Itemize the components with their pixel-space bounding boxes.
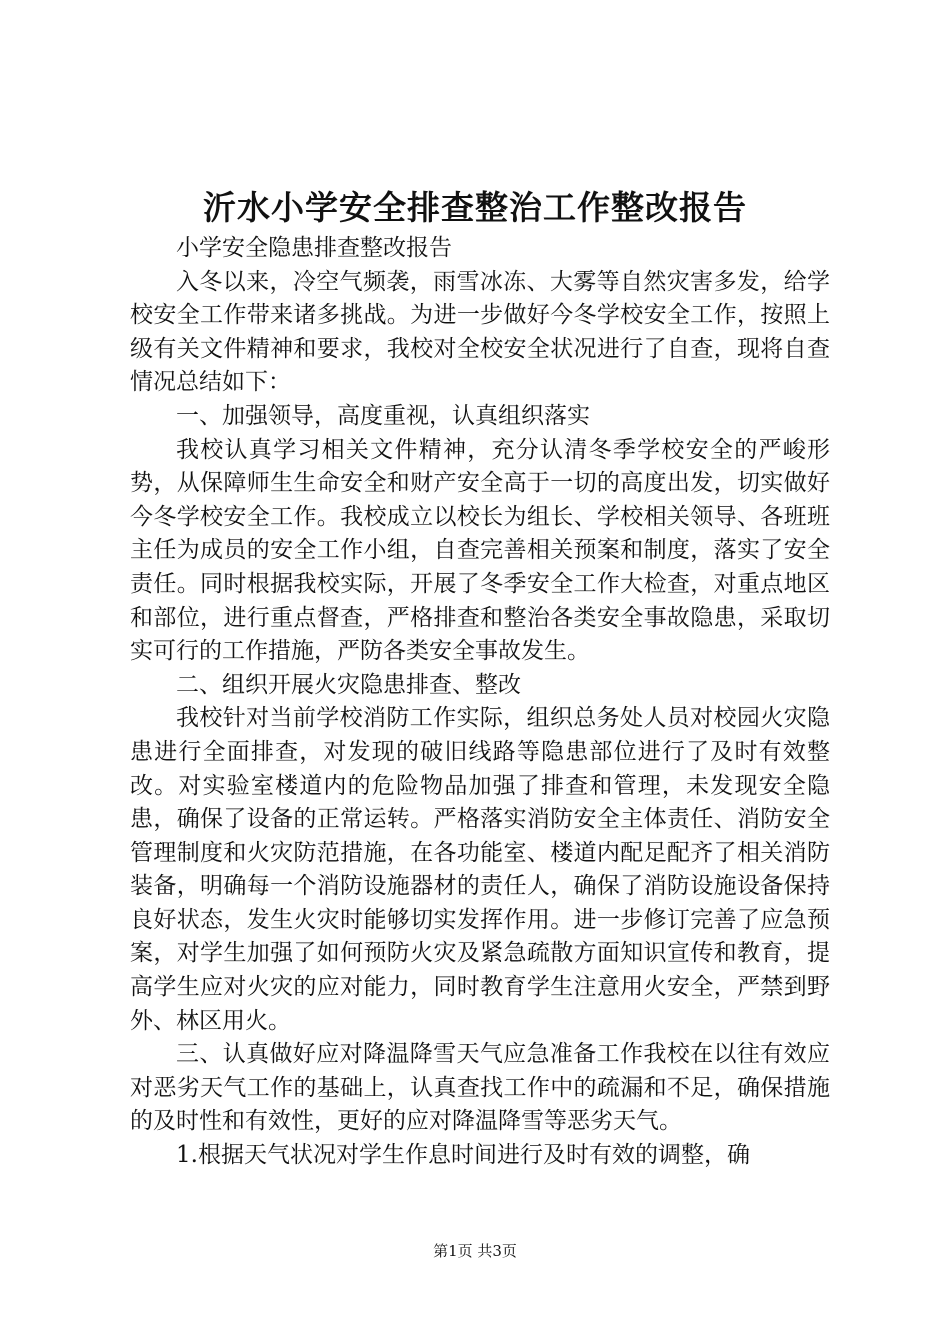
document-title: 沂水小学安全排查整治工作整改报告 <box>203 188 747 227</box>
intro-paragraph: 入冬以来，冷空气频袭，雨雪冰冻、大雾等自然灾害多发，给学校安全工作带来诸多挑战。为进一步做好今冬学校安全工作，按照上级有关文件精神和要求，我校对全校安全状况进行了自查，现将自查情况总结如下： <box>130 268 830 396</box>
page-number-footer: 第1页 共3页 <box>433 1242 517 1260</box>
section-1-paragraph: 我校认真学习相关文件精神，充分认清冬季学校安全的严峻形势，从保障师生生命安全和财产安全高于一切的高度出发，切实做好今冬学校安全工作。我校成立以校长为组长、学校相关领导、各班班主任为成员的安全工作小组，自查完善相关预案和制度，落实了安全责任。同时根据我校实际，开展了冬季安全工作大检查，对重点地区和部位，进行重点督查，严格排查和整治各类安全事故隐患，采取切实可行的工作措施，严防各类安全事故发生。 <box>130 436 830 665</box>
document-body <box>130 232 830 1173</box>
report-subtitle: 小学安全隐患排查整改报告 <box>176 235 452 261</box>
section-3-paragraph: 三、认真做好应对降温降雪天气应急准备工作我校在以往有效应对恶劣天气工作的基础上，认真查找工作中的疏漏和不足，确保措施的及时性和有效性，更好的应对降温降雪等恶劣天气。 <box>130 1041 830 1135</box>
section-heading-2: 二、组织开展火灾隐患排查、整改 <box>176 671 521 698</box>
section-heading-1: 一、加强领导，高度重视，认真组织落实 <box>176 402 590 429</box>
list-item-1: 1.根据天气状况对学生作息时间进行及时有效的调整，确 <box>176 1142 750 1169</box>
section-2-paragraph: 我校针对当前学校消防工作实际，组织总务处人员对校园火灾隐患进行全面排查，对发现的破旧线路等隐患部位进行了及时有效整改。对实验室楼道内的危险物品加强了排查和管理，未发现安全隐患，确保了设备的正常运转。严格落实消防安全主体责任、消防安全管理制度和火灾防范措施，在各功能室、楼道内配足配齐了相关消防装备，明确每一个消防设施器材的责任人，确保了消防设施设备保持良好状态，发生火灾时能够切实发挥作用。进一步修订完善了应急预案，对学生加强了如何预防火灾及紧急疏散方面知识宣传和教育，提高学生应对火灾的应对能力，同时教育学生注意用火安全，严禁到野外、林区用火。 <box>130 705 830 1034</box>
